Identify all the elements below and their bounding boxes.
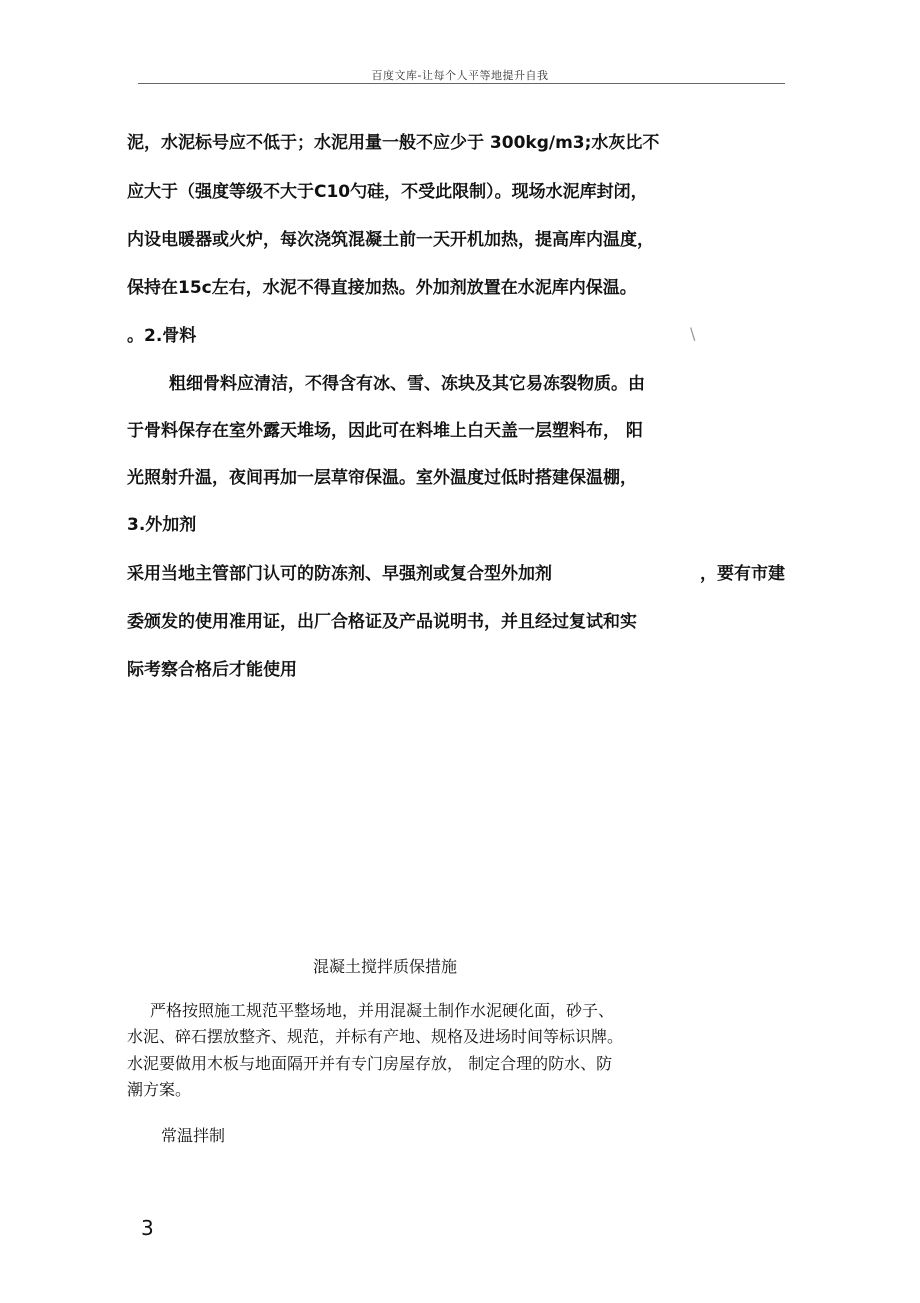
section-para-line-1: 严格按照施工规范平整场地，并用混凝土制作水泥硬化面，砂子、 xyxy=(150,1001,615,1020)
body-line-12: 际考察合格后才能使用 xyxy=(127,660,297,680)
body-line-1: 泥，水泥标号应不低于；水泥用量一般不应少于 300kg/m3;水灰比不 xyxy=(127,133,660,153)
body-line-6: 粗细骨料应清洁，不得含有冰、雪、冻块及其它易冻裂物质。由 xyxy=(169,374,645,394)
body-line-10a: 采用当地主管部门认可的防冻剂、早强剂或复合型外加剂 xyxy=(127,564,552,584)
subheading-admixture: 3.外加剂 xyxy=(127,515,197,535)
body-line-2: 应大于（强度等级不大于C10勺硅，不受此限制）。现场水泥库封闭， xyxy=(127,182,648,202)
section-title: 混凝土搅拌质保措施 xyxy=(313,957,458,976)
section-para-line-2: 水泥、碎石摆放整齐、规范，并标有产地、规格及进场时间等标识牌。 xyxy=(127,1027,624,1046)
body-line-11: 委颁发的使用准用证，出厂合格证及产品说明书，并且经过复试和实 xyxy=(127,612,637,632)
stray-mark: \ xyxy=(690,324,696,343)
body-line-10b: ，要有市建 xyxy=(700,564,785,584)
page-header: 百度文库-让每个人平等地提升自我 xyxy=(371,69,549,82)
header-divider xyxy=(138,83,785,84)
section-para-line-3: 水泥要做用木板与地面隔开并有专门房屋存放， 制定合理的防水、防 xyxy=(127,1054,613,1073)
body-line-7: 于骨料保存在室外露天堆场，因此可在料堆上白天盖一层塑料布， 阳 xyxy=(127,421,643,441)
section-para-line-4: 潮方案。 xyxy=(127,1080,192,1099)
subheading-aggregate: 。2.骨料 xyxy=(127,326,197,346)
body-line-8: 光照射升温，夜间再加一层草帘保温。室外温度过低时搭建保温棚， xyxy=(127,468,637,488)
page-number: 3 xyxy=(141,1216,154,1240)
body-line-4: 保持在15c左右，水泥不得直接加热。外加剂放置在水泥库内保温。 xyxy=(127,278,637,298)
body-line-3: 内设电暖器或火炉，每次浇筑混凝土前一天开机加热，提高库内温度， xyxy=(127,230,654,250)
subheading-normal-temp-mixing: 常温拌制 xyxy=(161,1126,226,1145)
